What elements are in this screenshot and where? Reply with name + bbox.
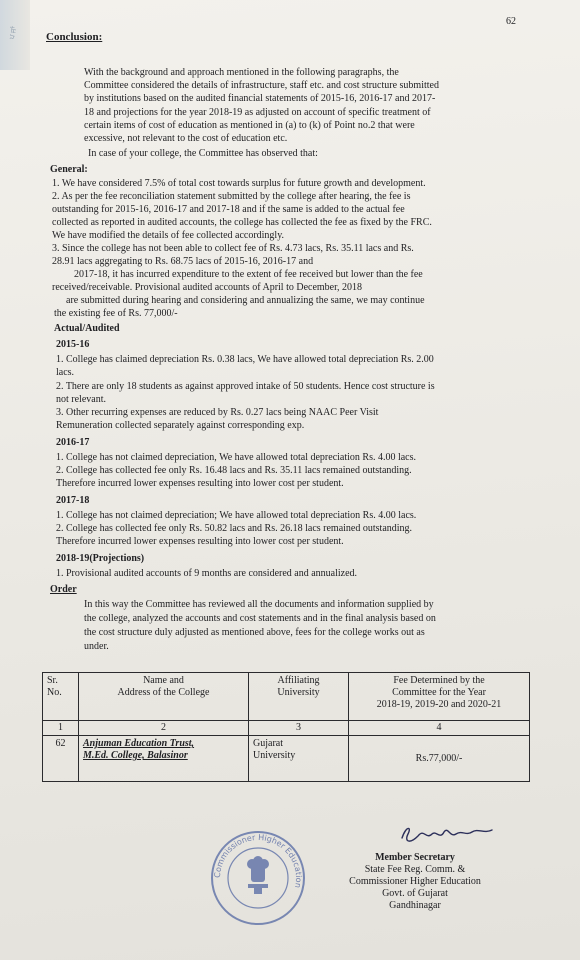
year-2016-line: 1. College has not claimed depreciation, We have allowed total depreciation Rs. 4.00 lacs. xyxy=(56,452,417,463)
order-line: the cost structure duly adjusted as mentioned above, fees for the college works out as xyxy=(84,627,425,638)
table-row xyxy=(43,736,530,782)
general-line: collected as reported in audited accounts, the college has collected the fee as fixed by the FRC. xyxy=(52,217,432,228)
general-line: 3. Since the college has not been able to collect fee of Rs. 4.73 lacs, Rs. 35.11 lacs and Rs. xyxy=(52,243,414,254)
general-line: 2017-18, it has incurred expenditure to the extent of fee received but lower than the fee xyxy=(74,269,423,280)
row-sr-no: 62 xyxy=(43,736,79,782)
signatory-line: State Fee Reg. Comm. & xyxy=(364,864,466,875)
year-2015-line: not relevant. xyxy=(56,394,106,405)
order-line: In this way the Committee has reviewed all the documents and information supplied by xyxy=(84,599,434,610)
intro-line: With the background and approach mentioned in the following paragraphs, the xyxy=(84,67,399,78)
year-2015-line: lacs. xyxy=(56,367,75,378)
signatory-title: Member Secretary xyxy=(375,852,455,863)
intro-line: Committee considered the details of infrastructure, staff etc. and cost structure submitted xyxy=(84,80,439,91)
header-university: Affiliating University xyxy=(249,673,349,721)
year-2017-heading: 2017-18 xyxy=(56,495,90,506)
year-2015-heading: 2015-16 xyxy=(56,339,90,350)
general-line: We have modified the details of fee collected accordingly. xyxy=(52,230,285,241)
year-2017-line: 2. College has collected fee only Rs. 50.82 lacs and Rs. 26.18 lacs remained outstanding. xyxy=(56,523,413,534)
general-line: the existing fee of Rs. 77,000/- xyxy=(54,308,178,319)
actual-audited-heading: Actual/Audited xyxy=(54,323,120,334)
year-2017-line: Therefore incurred lower expenses resulting into lower cost per student. xyxy=(56,536,344,547)
table-header-row xyxy=(43,673,530,721)
signature-block xyxy=(330,852,500,912)
row-university: Gujarat University xyxy=(249,736,349,782)
signatory-line: Commissioner Higher Education xyxy=(349,876,481,887)
general-line: outstanding for 2015-16, 2016-17 and 2017-18 and if the same is added to the actual fee xyxy=(52,204,405,215)
year-2016-heading: 2016-17 xyxy=(56,437,90,448)
conclusion-heading: Conclusion: xyxy=(46,31,103,43)
general-line: 28.91 lacs aggregating to Rs. 68.75 lacs of 2015-16, 2016-17 and xyxy=(52,256,314,267)
intro-line: 18 and projections for the year 2018-19 as adjusted on account of specific treatment of xyxy=(84,107,431,118)
order-heading: Order xyxy=(50,584,77,595)
year-2015-line: 3. Other recurring expenses are reduced by Rs. 0.27 lacs being NAAC Peer Visit xyxy=(56,407,379,418)
handwritten-signature xyxy=(396,818,506,848)
general-line: 1. We have considered 7.5% of total cost towards surplus for future growth and development. xyxy=(52,178,426,189)
intro-line: excessive, not relevant to the cost of education etc. xyxy=(84,133,288,144)
page-number: 62 xyxy=(506,16,516,27)
general-line: received/receivable. Provisional audited accounts of April to December, 2018 xyxy=(52,282,363,293)
year-2018-heading: 2018-19(Projections) xyxy=(56,553,145,564)
col-number: 3 xyxy=(249,721,349,736)
row-fee: Rs.77,000/- xyxy=(349,736,530,782)
col-number: 2 xyxy=(79,721,249,736)
intro-line: by institutions based on the audited financial statements of 2015-16, 2016-17 and 2017- xyxy=(84,93,436,104)
year-2016-line: 2. College has collected fee only Rs. 16.48 lacs and Rs. 35.11 lacs remained outstanding. xyxy=(56,465,412,476)
col-number: 1 xyxy=(43,721,79,736)
year-2015-line: Remuneration collected separately against corresponding exp. xyxy=(56,420,305,431)
col-number: 4 xyxy=(349,721,530,736)
header-fee-determined: Fee Determined by the Committee for the Year 2018-19, 2019-20 and 2020-21 xyxy=(349,673,530,721)
order-line: under. xyxy=(84,641,109,652)
year-2016-line: Therefore incurred lower expenses resulting into lower cost per student. xyxy=(56,478,344,489)
year-2015-line: 1. College has claimed depreciation Rs. 0.38 lacs, We have allowed total depreciation Rs. 2.00 xyxy=(56,354,434,365)
binder-edge: ਪ ਜਾਂ xyxy=(0,0,30,70)
table-number-row xyxy=(43,721,530,736)
intro-line: In case of your college, the Committee has observed that: xyxy=(88,148,318,159)
svg-text:Commissioner Higher Education: Commissioner Higher Education xyxy=(212,832,304,889)
fee-table xyxy=(42,672,530,782)
row-college-name: Anjuman Education Trust, M.Ed. College, Balasinor xyxy=(79,736,249,782)
header-college-name: Name and Address of the College xyxy=(79,673,249,721)
order-line: the college, analyzed the accounts and cost statements and in the final analysis based on xyxy=(84,613,436,624)
year-2017-line: 1. College has not claimed depreciation; We have allowed total depreciation Rs. 4.00 lacs. xyxy=(56,510,417,521)
general-heading: General: xyxy=(50,164,88,175)
official-seal xyxy=(208,828,308,928)
year-2018-line: 1. Provisional audited accounts of 9 months are considered and annualized. xyxy=(56,568,358,579)
general-line: 2. As per the fee reconciliation statement submitted by the college after hearing, the fee is xyxy=(52,191,411,202)
header-sr-no: Sr. No. xyxy=(43,673,79,721)
signatory-line: Govt. of Gujarat xyxy=(382,888,448,899)
year-2015-line: 2. There are only 18 students as against approved intake of 50 students. Hence cost structure is xyxy=(56,381,435,392)
signatory-line: Gandhinagar xyxy=(389,900,441,911)
intro-line: certain items of cost of education as mentioned in (a) to (k) of Point no.2 that were xyxy=(84,120,415,131)
general-line: are submitted during hearing and considering and annualizing the same, we may continue xyxy=(66,295,425,306)
